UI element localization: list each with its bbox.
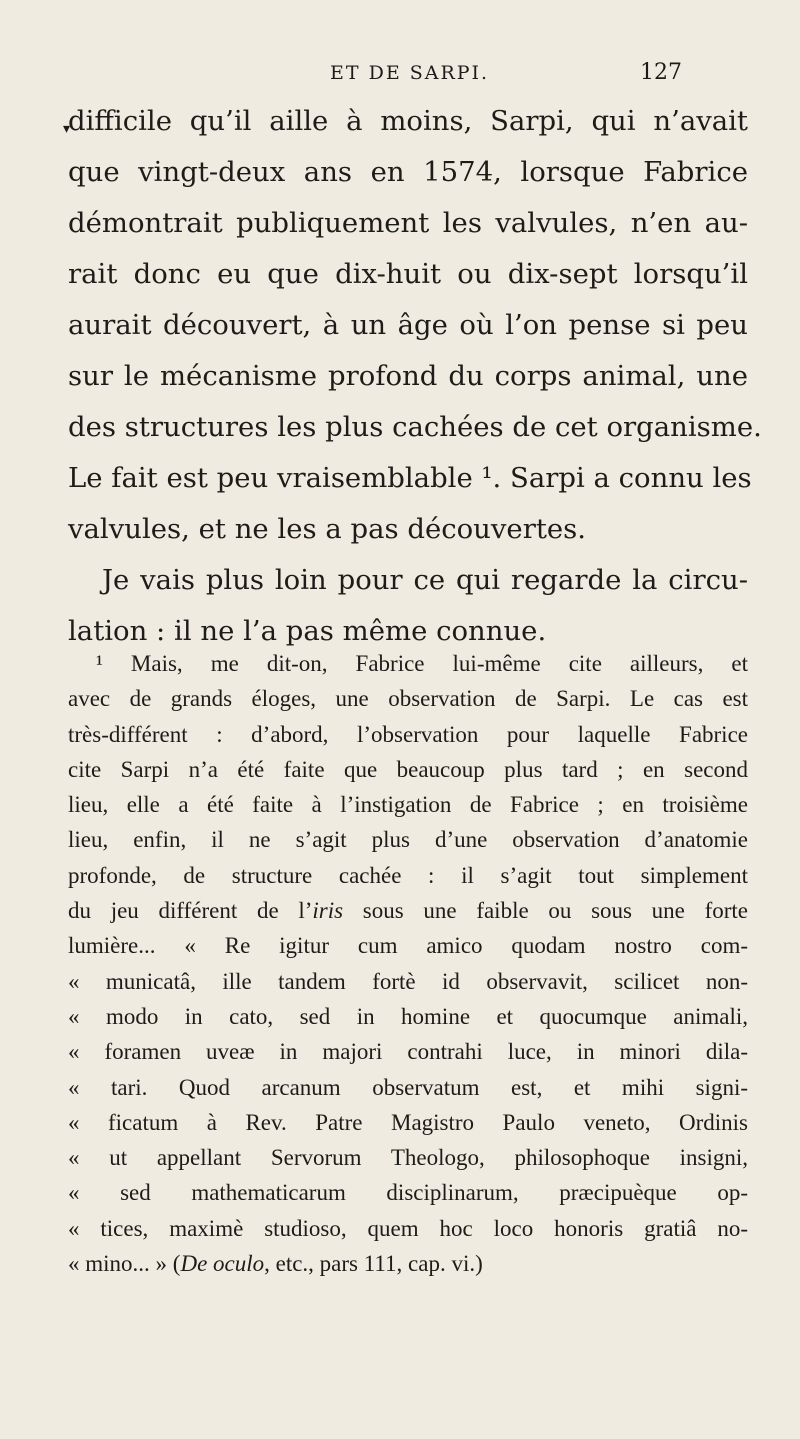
footnote-line: ¹ Mais, me dit-on, Fabrice lui-même cite ailleurs, et [96, 651, 748, 676]
text-line: que vingt-deux ans en 1574, lorsque Fabrice [68, 156, 748, 188]
footnote-line: « tices, maximè studioso, quem hoc loco honoris gratiâ no- [68, 1215, 748, 1241]
text-line: des structures les plus cachées de cet organisme. [68, 411, 762, 443]
footnote-line: « foramen uveæ in majori contrahi luce, in minori dila- [68, 1039, 748, 1065]
footnote-line: « municatâ, ille tandem fortè id observavit, scilicet non- [68, 968, 748, 994]
text-line: difficile qu’il aille à moins, Sarpi, qui n’avait [68, 105, 748, 137]
footnote [68, 646, 748, 1281]
text-line: sur le mécanisme profond du corps animal, une [68, 360, 748, 392]
footnote-line: « sed mathematicarum disciplinarum, præcipuèque op- [68, 1180, 748, 1206]
footnote-line: cite Sarpi n’a été faite que beaucoup plus tard ; en second [68, 756, 748, 782]
running-head: ET DE SARPI. [330, 62, 490, 84]
page-number: 127 [640, 60, 682, 85]
footnote-line: « tari. Quod arcanum observatum est, et mihi signi- [68, 1074, 748, 1100]
footnote-line: « mino... » (De oculo, etc., pars 111, cap. vi.) [68, 1251, 483, 1277]
text-line: lation : il ne l’a pas même connue. [68, 615, 547, 647]
footnote-line: « modo in cato, sed in homine et quocumque animali, [68, 1003, 748, 1029]
footnote-line: « ut appellant Servorum Theologo, philosophoque insigni, [68, 1145, 748, 1171]
footnote-line: avec de grands éloges, une observation de Sarpi. Le cas est [68, 686, 748, 712]
footnote-line: profonde, de structure cachée : il s’agit tout simplement [68, 862, 748, 888]
footnote-line: lumière... « Re igitur cum amico quodam nostro com- [68, 933, 748, 959]
text-line: démontrait publiquement les valvules, n’en au- [68, 207, 748, 239]
footnote-line: « ficatum à Rev. Patre Magistro Paulo veneto, Ordinis [68, 1109, 748, 1135]
footnote-line: lieu, elle a été faite à l’instigation de Fabrice ; en troisième [68, 792, 748, 818]
print-mark-icon: ▾ [63, 121, 71, 137]
text-line: Je vais plus loin pour ce qui regarde la circu- [102, 564, 748, 596]
text-line: valvules, et ne les a pas découvertes. [68, 513, 587, 545]
footnote-line: lieu, enfin, il ne s’agit plus d’une observation d’anatomie [68, 827, 748, 853]
text-line: rait donc eu que dix-huit ou dix-sept lorsqu’il [68, 258, 748, 290]
text-line: Le fait est peu vraisemblable ¹. Sarpi a connu les [68, 462, 752, 494]
text-line: aurait découvert, à un âge où l’on pense si peu [68, 309, 748, 341]
footnote-line: du jeu différent de l’iris sous une faible ou sous une forte [68, 898, 748, 924]
main-text [68, 96, 762, 657]
footnote-line: très-différent : d’abord, l’observation pour laquelle Fabrice [68, 721, 748, 747]
